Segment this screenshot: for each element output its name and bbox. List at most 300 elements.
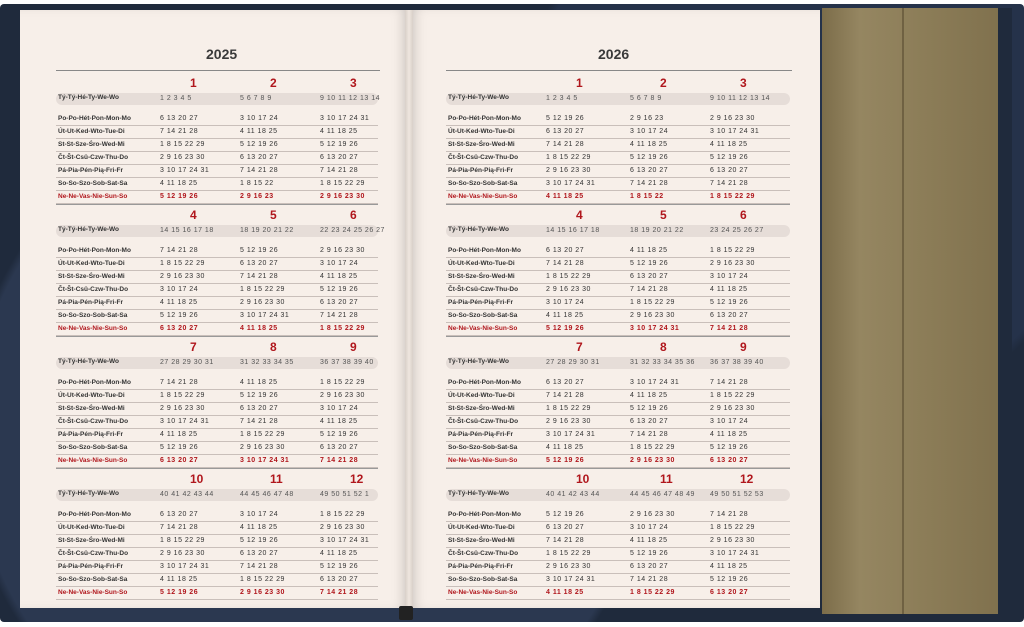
weekday-label: Ne-Ne-Vas-Nie-Sun-So	[448, 457, 518, 464]
day-numbers: 2 9 16 23 30	[546, 167, 591, 174]
day-numbers: 4 11 18 25	[630, 537, 668, 544]
week-numbers: 31 32 33 34 35	[240, 359, 294, 366]
month-number: 8	[270, 340, 277, 354]
day-numbers: 4 11 18 25	[546, 312, 584, 319]
day-numbers: 4 11 18 25	[320, 418, 358, 425]
day-numbers: 7 14 21 28	[320, 312, 359, 319]
day-numbers: 5 12 19 26	[710, 154, 749, 161]
weekday-label: St-St-Sze-Śro-Wed-Mi	[58, 273, 125, 280]
block-divider	[446, 336, 790, 337]
day-numbers: 2 9 16 23	[240, 193, 274, 200]
row-rule	[56, 270, 378, 271]
weekday-label: St-St-Sze-Śro-Wed-Mi	[58, 405, 125, 412]
week-numbers: 36 37 38 39 40	[320, 359, 374, 366]
weekday-label: Po-Po-Hét-Pon-Mon-Mo	[448, 247, 521, 254]
week-numbers: 27 28 29 30 31	[160, 359, 214, 366]
weekday-label: Pá-Pia-Pén-Pią-Fri-Fr	[448, 299, 514, 306]
weekday-label: Po-Po-Hét-Pon-Mon-Mo	[448, 379, 521, 386]
week-numbers: 18 19 20 21 22	[630, 227, 684, 234]
day-numbers: 3 10 17 24 31	[160, 563, 210, 570]
day-numbers: 1 8 15 22 29	[546, 405, 591, 412]
right-page	[410, 10, 820, 608]
weekday-label: Tý-Tý-Hé-Ty-We-Wo	[448, 490, 510, 497]
day-numbers: 5 12 19 26	[160, 312, 199, 319]
weekday-label: Po-Po-Hét-Pon-Mon-Mo	[58, 115, 131, 122]
day-numbers: 3 10 17 24	[160, 286, 199, 293]
day-numbers: 4 11 18 25	[320, 128, 358, 135]
weekday-label: So-So-Szo-Sob-Sat-Sa	[58, 180, 128, 187]
day-numbers: 3 10 17 24 31	[320, 537, 370, 544]
day-numbers: 4 11 18 25	[160, 431, 198, 438]
row-rule	[446, 573, 790, 574]
day-numbers: 5 12 19 26	[630, 550, 669, 557]
month-number: 2	[660, 76, 667, 90]
day-numbers: 3 10 17 24 31	[630, 379, 680, 386]
day-numbers: 2 9 16 23 30	[240, 444, 285, 451]
week-numbers: 40 41 42 43 44	[546, 491, 600, 498]
day-numbers: 7 14 21 28	[240, 273, 279, 280]
day-numbers: 4 11 18 25	[160, 180, 198, 187]
day-numbers: 5 12 19 26	[320, 563, 359, 570]
weekday-label: St-St-Sze-Śro-Wed-Mi	[448, 405, 515, 412]
day-numbers: 2 9 16 23 30	[160, 405, 205, 412]
row-rule	[446, 547, 790, 548]
day-numbers: 2 9 16 23 30	[710, 115, 755, 122]
day-numbers: 7 14 21 28	[710, 511, 749, 518]
day-numbers: 4 11 18 25	[240, 128, 278, 135]
month-number: 1	[190, 76, 197, 90]
day-numbers: 6 13 20 27	[710, 167, 749, 174]
row-rule	[446, 599, 790, 600]
day-numbers: 2 9 16 23 30	[320, 524, 365, 531]
day-numbers: 5 12 19 26	[240, 537, 279, 544]
day-numbers: 7 14 21 28	[546, 537, 585, 544]
month-number: 5	[660, 208, 667, 222]
day-numbers: 1 8 15 22 29	[240, 286, 285, 293]
weekday-label: Po-Po-Hét-Pon-Mon-Mo	[448, 511, 521, 518]
day-numbers: 1 8 15 22 29	[546, 550, 591, 557]
weekday-label: Pá-Pia-Pén-Pią-Fri-Fr	[448, 167, 514, 174]
month-number: 5	[270, 208, 277, 222]
weekday-label: Tý-Tý-Hé-Ty-We-Wo	[58, 490, 120, 497]
week-numbers: 18 19 20 21 22	[240, 227, 294, 234]
weekday-label: St-St-Sze-Śro-Wed-Mi	[448, 537, 515, 544]
day-numbers: 7 14 21 28	[546, 141, 585, 148]
row-rule	[446, 415, 790, 416]
day-numbers: 1 8 15 22	[240, 180, 274, 187]
row-rule	[56, 547, 378, 548]
row-rule	[56, 599, 378, 600]
day-numbers: 6 13 20 27	[710, 312, 749, 319]
day-numbers: 4 11 18 25	[710, 141, 748, 148]
weekday-label: Ne-Ne-Vas-Nie-Sun-So	[58, 589, 128, 596]
day-numbers: 5 12 19 26	[320, 431, 359, 438]
weekday-label: Pá-Pia-Pén-Pią-Fri-Fr	[58, 299, 124, 306]
weekday-label: Tý-Tý-Hé-Ty-We-Wo	[448, 358, 510, 365]
block-divider	[56, 468, 378, 469]
day-numbers: 7 14 21 28	[546, 392, 585, 399]
row-rule	[56, 177, 378, 178]
day-numbers: 2 9 16 23 30	[320, 193, 365, 200]
month-number: 1	[576, 76, 583, 90]
day-numbers: 4 11 18 25	[160, 299, 198, 306]
day-numbers: 2 9 16 23 30	[630, 511, 675, 518]
row-rule	[56, 441, 378, 442]
day-numbers: 7 14 21 28	[320, 457, 359, 464]
day-numbers: 7 14 21 28	[240, 563, 279, 570]
day-numbers: 6 13 20 27	[630, 273, 669, 280]
day-numbers: 7 14 21 28	[630, 431, 669, 438]
day-numbers: 1 8 15 22 29	[710, 524, 755, 531]
day-numbers: 5 12 19 26	[546, 457, 585, 464]
day-numbers: 1 8 15 22 29	[630, 444, 675, 451]
week-numbers: 36 37 38 39 40	[710, 359, 764, 366]
day-numbers: 5 12 19 26	[240, 392, 279, 399]
day-numbers: 7 14 21 28	[240, 167, 279, 174]
row-rule	[56, 402, 378, 403]
row-rule	[56, 283, 378, 284]
day-numbers: 7 14 21 28	[710, 325, 749, 332]
weekday-label: So-So-Szo-Sob-Sat-Sa	[448, 576, 518, 583]
year-heading: 2025	[206, 46, 238, 62]
week-numbers: 1 2 3 4 5	[160, 95, 192, 102]
day-numbers: 3 10 17 24	[320, 405, 359, 412]
day-numbers: 5 12 19 26	[710, 576, 749, 583]
month-number: 12	[350, 472, 364, 486]
day-numbers: 5 12 19 26	[160, 193, 199, 200]
row-rule	[56, 534, 378, 535]
flap-edge	[998, 8, 1012, 614]
day-numbers: 2 9 16 23 30	[710, 537, 755, 544]
day-numbers: 3 10 17 24 31	[710, 128, 760, 135]
day-numbers: 1 8 15 22 29	[630, 589, 675, 596]
row-rule	[446, 190, 790, 191]
day-numbers: 1 8 15 22 29	[320, 180, 365, 187]
day-numbers: 7 14 21 28	[630, 286, 669, 293]
weekday-label: Tý-Tý-Hé-Ty-We-Wo	[58, 358, 120, 365]
day-numbers: 7 14 21 28	[630, 180, 669, 187]
weekday-label: St-St-Sze-Śro-Wed-Mi	[58, 537, 125, 544]
weekday-label: Čt-Št-Csü-Czw-Thu-Do	[448, 418, 519, 425]
day-numbers: 7 14 21 28	[320, 589, 359, 596]
day-numbers: 4 11 18 25	[240, 379, 278, 386]
day-numbers: 3 10 17 24 31	[630, 325, 680, 332]
day-numbers: 6 13 20 27	[546, 128, 585, 135]
week-numbers: 1 2 3 4 5	[546, 95, 578, 102]
year-divider	[446, 70, 792, 71]
month-number: 3	[740, 76, 747, 90]
day-numbers: 1 8 15 22 29	[320, 379, 365, 386]
week-numbers: 14 15 16 17 18	[160, 227, 214, 234]
weekday-label: Ne-Ne-Vas-Nie-Sun-So	[448, 589, 518, 596]
day-numbers: 3 10 17 24 31	[160, 167, 210, 174]
weekday-label: St-St-Sze-Śro-Wed-Mi	[448, 141, 515, 148]
day-numbers: 6 13 20 27	[160, 511, 199, 518]
weekday-label: Čt-Št-Csü-Czw-Thu-Do	[448, 286, 519, 293]
day-numbers: 3 10 17 24 31	[160, 418, 210, 425]
year-heading: 2026	[598, 46, 630, 62]
week-numbers: 40 41 42 43 44	[160, 491, 214, 498]
day-numbers: 2 9 16 23 30	[320, 247, 365, 254]
row-rule	[446, 428, 790, 429]
day-numbers: 3 10 17 24	[630, 128, 669, 135]
day-numbers: 1 8 15 22	[630, 193, 664, 200]
day-numbers: 1 8 15 22 29	[710, 247, 755, 254]
row-rule	[56, 164, 378, 165]
day-numbers: 6 13 20 27	[546, 247, 585, 254]
day-numbers: 7 14 21 28	[160, 247, 199, 254]
day-numbers: 6 13 20 27	[710, 457, 749, 464]
day-numbers: 6 13 20 27	[160, 115, 199, 122]
row-rule	[56, 389, 378, 390]
row-rule	[446, 322, 790, 323]
day-numbers: 4 11 18 25	[240, 325, 278, 332]
day-numbers: 1 8 15 22 29	[710, 193, 755, 200]
week-numbers: 27 28 29 30 31	[546, 359, 600, 366]
weekday-label: Po-Po-Hét-Pon-Mon-Mo	[58, 379, 131, 386]
day-numbers: 1 8 15 22 29	[160, 260, 205, 267]
day-numbers: 2 9 16 23 30	[240, 589, 285, 596]
weekday-label: Čt-Št-Csü-Czw-Thu-Do	[448, 154, 519, 161]
weekday-label: So-So-Szo-Sob-Sat-Sa	[58, 312, 128, 319]
day-numbers: 3 10 17 24	[240, 511, 279, 518]
row-rule	[56, 257, 378, 258]
day-numbers: 4 11 18 25	[630, 141, 668, 148]
year-divider	[56, 70, 380, 71]
weekday-label: Út-Ut-Ked-Wto-Tue-Di	[58, 392, 125, 399]
day-numbers: 7 14 21 28	[320, 167, 359, 174]
day-numbers: 3 10 17 24 31	[546, 576, 596, 583]
day-numbers: 3 10 17 24	[710, 273, 749, 280]
day-numbers: 4 11 18 25	[710, 286, 748, 293]
day-numbers: 2 9 16 23 30	[546, 418, 591, 425]
weekday-label: Po-Po-Hét-Pon-Mon-Mo	[448, 115, 521, 122]
row-rule	[56, 428, 378, 429]
weekday-label: St-St-Sze-Śro-Wed-Mi	[58, 141, 125, 148]
day-numbers: 5 12 19 26	[546, 115, 585, 122]
week-numbers: 9 10 11 12 13 14	[320, 95, 381, 102]
weekday-label: Út-Ut-Ked-Wto-Tue-Di	[58, 260, 125, 267]
day-numbers: 3 10 17 24 31	[546, 180, 596, 187]
month-number: 12	[740, 472, 754, 486]
day-numbers: 5 12 19 26	[630, 154, 669, 161]
month-number: 4	[576, 208, 583, 222]
day-numbers: 6 13 20 27	[630, 167, 669, 174]
day-numbers: 5 12 19 26	[630, 260, 669, 267]
month-number: 3	[350, 76, 357, 90]
month-number: 11	[660, 472, 673, 486]
day-numbers: 2 9 16 23 30	[546, 563, 591, 570]
week-numbers: 14 15 16 17 18	[546, 227, 600, 234]
day-numbers: 5 12 19 26	[710, 444, 749, 451]
week-numbers: 44 45 46 47 48 49	[630, 491, 695, 498]
day-numbers: 2 9 16 23 30	[630, 457, 675, 464]
day-numbers: 6 13 20 27	[710, 589, 749, 596]
day-numbers: 2 9 16 23 30	[546, 286, 591, 293]
day-numbers: 5 12 19 26	[546, 511, 585, 518]
weekday-label: So-So-Szo-Sob-Sat-Sa	[448, 312, 518, 319]
day-numbers: 1 8 15 22 29	[710, 392, 755, 399]
day-numbers: 4 11 18 25	[546, 444, 584, 451]
weekday-label: So-So-Szo-Sob-Sat-Sa	[58, 576, 128, 583]
weekday-label: Čt-Št-Csü-Czw-Thu-Do	[58, 154, 129, 161]
weekday-label: Čt-Št-Csü-Czw-Thu-Do	[58, 550, 129, 557]
day-numbers: 7 14 21 28	[546, 260, 585, 267]
week-numbers: 9 10 11 12 13 14	[710, 95, 771, 102]
weekday-label: Pá-Pia-Pén-Pią-Fri-Fr	[58, 563, 124, 570]
month-number: 6	[740, 208, 747, 222]
day-numbers: 2 9 16 23 30	[710, 405, 755, 412]
weekday-label: Tý-Tý-Hé-Ty-We-Wo	[58, 226, 120, 233]
row-rule	[446, 560, 790, 561]
month-number: 7	[576, 340, 583, 354]
day-numbers: 5 12 19 26	[630, 405, 669, 412]
row-rule	[446, 586, 790, 587]
row-rule	[446, 270, 790, 271]
week-numbers: 23 24 25 26 27	[710, 227, 764, 234]
day-numbers: 4 11 18 25	[320, 273, 358, 280]
day-numbers: 4 11 18 25	[630, 247, 668, 254]
day-numbers: 3 10 17 24 31	[546, 431, 596, 438]
week-numbers: 5 6 7 8 9	[630, 95, 662, 102]
day-numbers: 6 13 20 27	[240, 550, 279, 557]
day-numbers: 5 12 19 26	[160, 589, 199, 596]
weekday-label: Út-Ut-Ked-Wto-Tue-Di	[448, 524, 515, 531]
day-numbers: 7 14 21 28	[710, 379, 749, 386]
month-number: 10	[190, 472, 204, 486]
day-numbers: 6 13 20 27	[160, 325, 199, 332]
day-numbers: 1 8 15 22 29	[546, 154, 591, 161]
row-rule	[56, 586, 378, 587]
row-rule	[446, 151, 790, 152]
day-numbers: 6 13 20 27	[240, 260, 279, 267]
block-divider	[56, 336, 378, 337]
row-rule	[56, 415, 378, 416]
row-rule	[56, 151, 378, 152]
weekday-label: Po-Po-Hét-Pon-Mon-Mo	[58, 247, 131, 254]
weekday-label: Út-Ut-Ked-Wto-Tue-Di	[448, 128, 515, 135]
weekday-label: Pá-Pia-Pén-Pią-Fri-Fr	[448, 431, 514, 438]
row-rule	[446, 441, 790, 442]
day-numbers: 7 14 21 28	[240, 418, 279, 425]
row-rule	[446, 283, 790, 284]
weekday-label: Ne-Ne-Vas-Nie-Sun-So	[58, 193, 128, 200]
day-numbers: 3 10 17 24	[710, 418, 749, 425]
weekday-label: Pá-Pia-Pén-Pią-Fri-Fr	[58, 167, 124, 174]
day-numbers: 2 9 16 23 30	[630, 312, 675, 319]
day-numbers: 2 9 16 23 30	[710, 260, 755, 267]
day-numbers: 5 12 19 26	[240, 141, 279, 148]
month-number: 9	[350, 340, 357, 354]
weekday-label: Ne-Ne-Vas-Nie-Sun-So	[58, 325, 128, 332]
day-numbers: 4 11 18 25	[320, 550, 358, 557]
week-numbers: 5 6 7 8 9	[240, 95, 272, 102]
row-rule	[446, 125, 790, 126]
month-number: 6	[350, 208, 357, 222]
week-numbers: 49 50 51 52 1	[320, 491, 370, 498]
row-rule	[56, 454, 378, 455]
day-numbers: 1 8 15 22 29	[240, 576, 285, 583]
weekday-label: St-St-Sze-Śro-Wed-Mi	[448, 273, 515, 280]
row-rule	[56, 190, 378, 191]
row-rule	[446, 164, 790, 165]
row-rule	[56, 309, 378, 310]
cover-flap	[822, 8, 1012, 614]
day-numbers: 7 14 21 28	[160, 379, 199, 386]
day-numbers: 5 12 19 26	[320, 141, 359, 148]
flap-fold	[902, 8, 904, 614]
day-numbers: 4 11 18 25	[160, 576, 198, 583]
day-numbers: 3 10 17 24	[240, 115, 279, 122]
day-numbers: 2 9 16 23	[630, 115, 664, 122]
block-divider	[446, 204, 790, 205]
weekday-label: Út-Ut-Ked-Wto-Tue-Di	[448, 392, 515, 399]
weekday-label: Pá-Pia-Pén-Pią-Fri-Fr	[448, 563, 514, 570]
day-numbers: 4 11 18 25	[546, 589, 584, 596]
day-numbers: 5 12 19 26	[160, 444, 199, 451]
day-numbers: 3 10 17 24	[630, 524, 669, 531]
day-numbers: 6 13 20 27	[546, 379, 585, 386]
day-numbers: 3 10 17 24	[320, 260, 359, 267]
weekday-label: Tý-Tý-Hé-Ty-We-Wo	[58, 94, 120, 101]
row-rule	[56, 322, 378, 323]
row-rule	[446, 389, 790, 390]
day-numbers: 4 11 18 25	[546, 193, 584, 200]
day-numbers: 2 9 16 23 30	[240, 299, 285, 306]
week-numbers: 22 23 24 25 26 27	[320, 227, 385, 234]
week-numbers: 44 45 46 47 48	[240, 491, 294, 498]
day-numbers: 1 8 15 22 29	[160, 537, 205, 544]
weekday-label: Ne-Ne-Vas-Nie-Sun-So	[448, 193, 518, 200]
row-rule	[446, 296, 790, 297]
day-numbers: 6 13 20 27	[320, 576, 359, 583]
day-numbers: 5 12 19 26	[546, 325, 585, 332]
block-divider	[446, 468, 790, 469]
day-numbers: 1 8 15 22 29	[320, 511, 365, 518]
month-number: 9	[740, 340, 747, 354]
row-rule	[56, 296, 378, 297]
day-numbers: 3 10 17 24	[546, 299, 585, 306]
day-numbers: 2 9 16 23 30	[160, 273, 205, 280]
month-number: 11	[270, 472, 283, 486]
row-rule	[446, 521, 790, 522]
day-numbers: 5 12 19 26	[320, 286, 359, 293]
day-numbers: 5 12 19 26	[240, 247, 279, 254]
row-rule	[446, 257, 790, 258]
day-numbers: 4 11 18 25	[710, 563, 748, 570]
day-numbers: 2 9 16 23 30	[160, 550, 205, 557]
day-numbers: 1 8 15 22 29	[546, 273, 591, 280]
weekday-label: Po-Po-Hét-Pon-Mon-Mo	[58, 511, 131, 518]
month-number: 7	[190, 340, 197, 354]
day-numbers: 6 13 20 27	[320, 444, 359, 451]
week-numbers: 31 32 33 34 35 36	[630, 359, 695, 366]
month-number: 8	[660, 340, 667, 354]
day-numbers: 4 11 18 25	[710, 431, 748, 438]
weekday-label: Tý-Tý-Hé-Ty-We-Wo	[448, 94, 510, 101]
weekday-label: Út-Ut-Ked-Wto-Tue-Di	[448, 260, 515, 267]
day-numbers: 1 8 15 22 29	[240, 431, 285, 438]
day-numbers: 3 10 17 24 31	[240, 457, 290, 464]
day-numbers: 7 14 21 28	[160, 524, 199, 531]
day-numbers: 6 13 20 27	[546, 524, 585, 531]
weekday-label: Čt-Št-Csü-Czw-Thu-Do	[58, 418, 129, 425]
row-rule	[56, 521, 378, 522]
day-numbers: 6 13 20 27	[240, 405, 279, 412]
day-numbers: 7 14 21 28	[160, 128, 199, 135]
weekday-label: Ne-Ne-Vas-Nie-Sun-So	[58, 457, 128, 464]
book-spine	[405, 10, 413, 608]
